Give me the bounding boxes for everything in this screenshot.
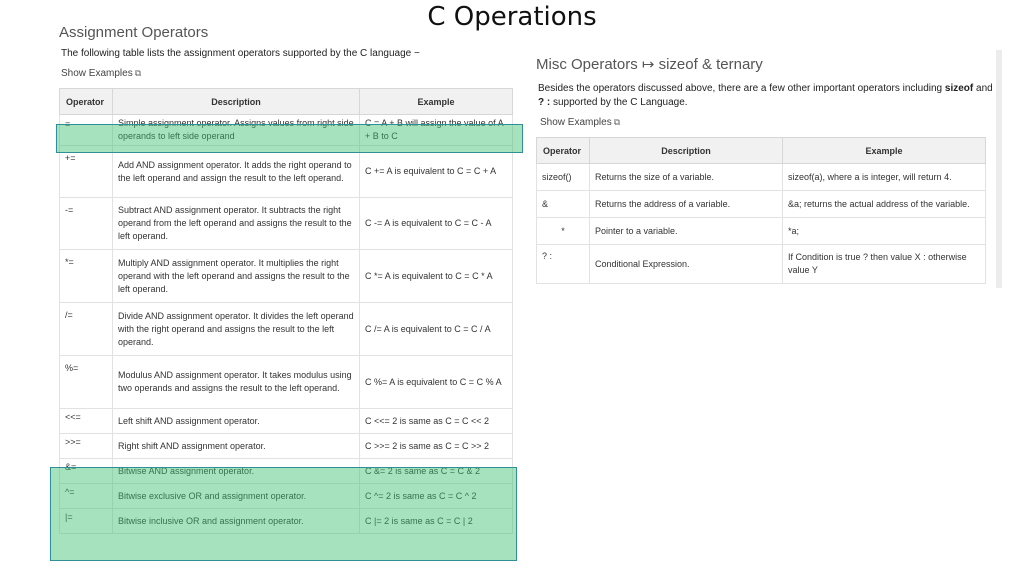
misc-intro: Besides the operators discussed above, there are a few other important operators including sizeof and ? : supported by the C Language.: [538, 83, 993, 108]
operator-cell: ^=: [60, 484, 113, 509]
assignment-heading: Assignment Operators: [59, 24, 209, 41]
operator-cell: ? :: [537, 245, 590, 284]
example-cell: C &= 2 is same as C = C & 2: [360, 459, 513, 484]
external-link-icon: ⧉: [613, 117, 621, 127]
description-cell: Bitwise exclusive OR and assignment operator.: [113, 484, 360, 509]
operator-cell: %=: [60, 356, 113, 409]
table-row: [60, 434, 513, 459]
header-example: Example: [360, 89, 513, 115]
operator-cell: *=: [60, 250, 113, 303]
header-operator: Operator: [60, 89, 113, 115]
misc-show-examples-link[interactable]: [540, 115, 1000, 130]
example-cell: C -= A is equivalent to C = C - A: [360, 198, 513, 250]
slide-title: C Operations: [427, 2, 597, 32]
operator-cell: sizeof(): [537, 164, 590, 191]
highlight-simple-assignment: [56, 124, 523, 153]
example-cell: C <<= 2 is same as C = C << 2: [360, 409, 513, 434]
description-cell: Subtract AND assignment operator. It subtracts the right operand from the left operand and assigns the result to the left operand.: [113, 198, 360, 250]
description-cell: Bitwise AND assignment operator.: [113, 459, 360, 484]
description-cell: Multiply AND assignment operator. It multiplies the right operand with the left operand and assigns the result to the left operand.: [113, 250, 360, 303]
table-header-row: [60, 89, 513, 115]
header-description: Description: [113, 89, 360, 115]
example-cell: C *= A is equivalent to C = C * A: [360, 250, 513, 303]
operator-cell: +=: [60, 146, 113, 198]
operator-cell: <<=: [60, 409, 113, 434]
operator-cell: -=: [60, 198, 113, 250]
table-row: [60, 250, 513, 303]
misc-operators-section: [536, 52, 1000, 284]
description-cell: Simple assignment operator. Assigns values from right side operands to left side operand: [113, 115, 360, 146]
table-row: [537, 218, 986, 245]
example-cell: C %= A is equivalent to C = C % A: [360, 356, 513, 409]
operator-cell: >>=: [60, 434, 113, 459]
example-cell: &a; returns the actual address of the variable.: [783, 191, 986, 218]
example-cell: *a;: [783, 218, 986, 245]
table-row: [60, 198, 513, 250]
table-row: [60, 146, 513, 198]
operator-cell: &: [537, 191, 590, 218]
header-operator: Operator: [537, 138, 590, 164]
description-cell: Modulus AND assignment operator. It takes modulus using two operands and assigns the result to the left operand.: [113, 356, 360, 409]
operator-cell: /=: [60, 303, 113, 356]
table-row: [60, 409, 513, 434]
example-cell: C = A + B will assign the value of A + B to C: [360, 115, 513, 146]
table-row: [537, 245, 986, 284]
table-row: [60, 303, 513, 356]
table-row: [537, 164, 986, 191]
table-header-row: [537, 138, 986, 164]
operator-cell: |=: [60, 509, 113, 534]
external-link-icon: ⧉: [134, 68, 142, 78]
highlight-bitwise-assignment: [50, 467, 517, 561]
example-cell: C += A is equivalent to C = C + A: [360, 146, 513, 198]
operator-cell: =: [60, 115, 113, 146]
description-cell: Add AND assignment operator. It adds the right operand to the left operand and assign the result to the left operand.: [113, 146, 360, 198]
description-cell: Bitwise inclusive OR and assignment operator.: [113, 509, 360, 534]
example-cell: If Condition is true ? then value X : otherwise value Y: [783, 245, 986, 284]
assignment-show-examples-link[interactable]: [61, 66, 515, 81]
assignment-operators-section: [57, 22, 515, 534]
example-cell: C ^= 2 is same as C = C ^ 2: [360, 484, 513, 509]
misc-operators-table: [536, 137, 986, 284]
description-cell: Returns the address of a variable.: [590, 191, 783, 218]
operator-cell: *: [537, 218, 590, 245]
example-cell: C >>= 2 is same as C = C >> 2: [360, 434, 513, 459]
description-cell: Returns the size of a variable.: [590, 164, 783, 191]
table-row: [537, 191, 986, 218]
misc-heading: Misc Operators ↦ sizeof & ternary: [536, 56, 763, 73]
operator-cell: &=: [60, 459, 113, 484]
description-cell: Right shift AND assignment operator.: [113, 434, 360, 459]
description-cell: Conditional Expression.: [590, 245, 783, 284]
example-cell: C |= 2 is same as C = C | 2: [360, 509, 513, 534]
description-cell: Divide AND assignment operator. It divides the left operand with the right operand and assigns the result to the left operand.: [113, 303, 360, 356]
show-examples-label[interactable]: Show Examples: [61, 68, 133, 79]
assignment-intro: The following table lists the assignment operators supported by the C language −: [61, 48, 420, 59]
example-cell: sizeof(a), where a is integer, will return 4.: [783, 164, 986, 191]
example-cell: C /= A is equivalent to C = C / A: [360, 303, 513, 356]
header-description: Description: [590, 138, 783, 164]
description-cell: Pointer to a variable.: [590, 218, 783, 245]
table-row: [60, 356, 513, 409]
description-cell: Left shift AND assignment operator.: [113, 409, 360, 434]
header-example: Example: [783, 138, 986, 164]
show-examples-label[interactable]: Show Examples: [540, 117, 612, 128]
